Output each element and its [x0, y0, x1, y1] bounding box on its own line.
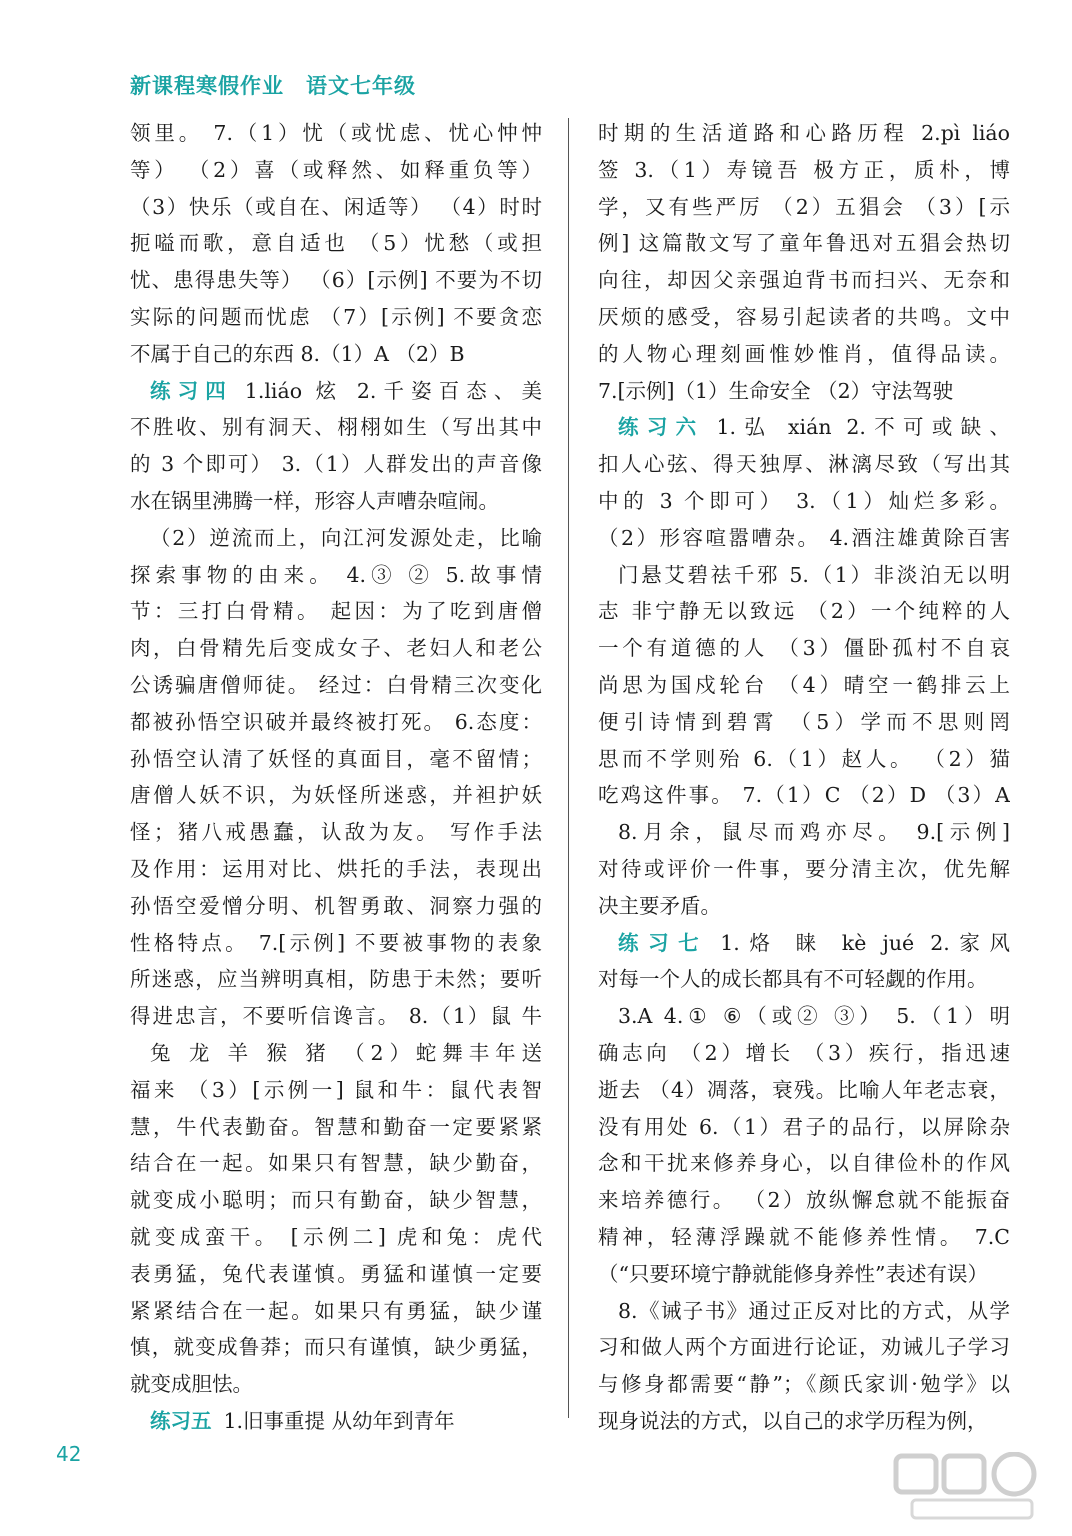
text-line: 中的 3 个即可） 3.（1）灿烂多彩。	[598, 488, 1010, 513]
text-line: 7.[示例]（1）生命安全 （2）守法驾驶	[598, 378, 954, 403]
text-line: 时期的生活道路和心路历程 2.pì liáo	[598, 121, 1010, 145]
answer-text: 1.弘 xián 2.不可或缺、	[716, 415, 1010, 440]
text-line: 忧、患得患失等） （6）[示例] 不要为不切	[130, 268, 542, 293]
text-line: 一个有道德的人 （3）僵卧孤村不自哀	[598, 636, 1010, 661]
text-line: 对每一个人的成长都具有不可轻觑的作用。	[598, 967, 988, 992]
text-line: 就变成胆怯。	[130, 1372, 253, 1397]
answer-text: 1.liáo 炫 2.千姿百态、美	[244, 378, 542, 403]
text-line: 逝去 （4）凋落，衰残。比喻人年老志衰，	[598, 1077, 1010, 1102]
text-line: 都被孙悟空识破并最终被打死。 6.态度：	[130, 709, 542, 734]
watermark-logo	[892, 1452, 1042, 1522]
text-line: 怪；猪八戒愚蠢，认敌为友。 写作手法	[130, 820, 542, 845]
text-line: 决主要矛盾。	[598, 893, 721, 918]
exercise-heading: 练习六	[618, 415, 705, 440]
answer-text: 1.旧事重提 从幼年到青年	[223, 1408, 455, 1433]
text-line	[130, 373, 542, 410]
text-line: 志 非宁静无以致远 （2）一个纯粹的人	[598, 599, 1010, 624]
text-line: 唐僧人妖不识，为妖怪所迷惑，并袒护妖	[130, 783, 542, 808]
book-series-title: 新课程寒假作业	[130, 74, 284, 98]
text-line: 扼嗌而歌，意自适也 （5）忧愁（或担	[130, 231, 542, 256]
left-column	[130, 115, 542, 1440]
text-line: 兔 龙 羊 猴 猪 （2）蛇舞丰年送	[150, 1040, 542, 1065]
text-line: 探索事物的由来。 4.③ ② 5.故事情	[130, 562, 542, 587]
text-line: 向往，却因父亲强迫背书而扫兴、无奈和	[598, 268, 1010, 293]
text-line: 没有用处 6.（1）君子的品行，以屏除杂	[598, 1114, 1010, 1139]
text-line: 实际的问题而忧虑 （7）[示例] 不要贪恋	[130, 304, 542, 329]
text-line: 现身说法的方式，以自己的求学历程为例，	[598, 1408, 988, 1433]
text-line: 思而不学则殆 6.（1）赵人。 （2）猫	[598, 746, 1010, 771]
text-line: 学，又有些严厉 （2）五猖会 （3）[示	[598, 194, 1010, 219]
text-line: 便引诗情到碧霄 （5）学而不思则罔	[598, 709, 1010, 734]
text-line: （“只要环境宁静就能修身养性”表述有误）	[598, 1261, 988, 1286]
text-line: 结合在一起。如果只有智慧，缺少勤奋，	[130, 1151, 542, 1176]
text-line: （2）形容喧嚣嘈杂。 4.酒注雄黄除百害	[598, 525, 1010, 550]
text-line: 公诱骗唐僧师徒。 经过：白骨精三次变化	[130, 672, 542, 697]
text-line: 领里。 7.（1）忧（或忧虑、忧心忡忡	[130, 121, 542, 145]
text-line: 性格特点。 7.[示例] 不要被事物的表象	[130, 930, 542, 955]
text-line: 扣人心弦、得天独厚、淋漓尽致（写出其	[598, 452, 1010, 477]
text-line	[130, 1403, 542, 1440]
column-divider	[568, 118, 569, 1418]
text-line: 厌烦的感受，容易引起读者的共鸣。文中	[598, 304, 1010, 329]
text-line: （3）快乐（或自在、闲适等） （4）时时	[130, 194, 542, 219]
text-line: 例] 这篇散文写了童年鲁迅对五猖会热切	[598, 231, 1010, 256]
text-line: 及作用：运用对比、烘托的手法，表现出	[130, 856, 542, 881]
exercise-heading: 练习五	[150, 1408, 212, 1433]
text-line: 慧，牛代表勤奋。智慧和勤奋一定要紧紧	[130, 1114, 542, 1139]
text-line: 节：三打白骨精。 起因：为了吃到唐僧	[130, 599, 542, 624]
text-line: 习和做人两个方面进行论证，劝诫儿子学习	[598, 1335, 1010, 1360]
text-line: 精神，轻薄浮躁就不能修养性情。 7.C	[598, 1224, 1010, 1249]
text-line: 表勇猛，兔代表谨慎。勇猛和谨慎一定要	[130, 1261, 542, 1286]
text-line: 的人物心理刻画惟妙惟肖，值得品读。	[598, 341, 1010, 366]
text-line: 孙悟空认清了妖怪的真面目，毫不留情；	[130, 746, 542, 771]
text-line: 等） （2）喜（或释然、如释重负等）	[130, 157, 542, 182]
answer-text: 1.烙 睐 kè jué 2.家风	[720, 930, 1010, 955]
text-line: 的 3 个即可） 3.（1）人群发出的声音像	[130, 452, 542, 477]
text-line: 肉，白骨精先后变成女子、老妇人和老公	[130, 636, 542, 661]
text-line: 8.月余，鼠尽而鸡亦尽。 9.[示例]	[618, 820, 1010, 845]
text-line: 所迷惑，应当辨明真相，防患于未然；要听	[130, 967, 542, 992]
running-header	[130, 70, 416, 100]
text-line: 就变成小聪明；而只有勤奋，缺少智慧，	[130, 1188, 542, 1213]
text-line: 来培养德行。 （2）放纵懈怠就不能振奋	[598, 1188, 1010, 1213]
text-line: 对待或评价一件事，要分清主次，优先解	[598, 856, 1010, 881]
text-line: （2）逆流而上，向江河发源处走，比喻	[150, 525, 542, 550]
text-line: 孙悟空爱憎分明、机智勇敢、洞察力强的	[130, 893, 542, 918]
text-line: 确志向 （2）增长 （3）疾行，指迅速	[598, 1040, 1010, 1065]
text-line: 得进忠言，不要听信谗言。 8.（1）鼠 牛	[130, 1004, 542, 1029]
text-line: 8.《诫子书》通过正反对比的方式，从学	[618, 1298, 1010, 1323]
text-line: 念和干扰来修养身心，以自律俭朴的作风	[598, 1151, 1010, 1176]
right-column	[598, 115, 1010, 1440]
text-line: 3.A 4.① ⑥（或② ③） 5.（1）明	[618, 1004, 1010, 1029]
exercise-heading: 练习四	[150, 378, 233, 403]
text-line: 水在锅里沸腾一样，形容人声嘈杂喧闹。	[130, 488, 499, 513]
text-line: 门悬艾碧祛千邪 5.（1）非淡泊无以明	[618, 562, 1010, 587]
page-number: 42	[56, 1442, 82, 1466]
text-line: 吃鸡这件事。 7.（1）C （2）D （3）A	[598, 783, 1010, 808]
subject-grade: 语文七年级	[306, 74, 416, 98]
text-line: 不胜收、别有洞天、栩栩如生（写出其中	[130, 415, 542, 440]
text-line	[598, 925, 1010, 962]
text-line: 与修身都需要“静”；《颜氏家训·勉学》以	[598, 1372, 1010, 1397]
exercise-heading: 练习七	[618, 930, 709, 955]
text-line: 慎，就变成鲁莽；而只有谨慎，缺少勇猛，	[130, 1335, 542, 1360]
text-line: 福来 （3）[示例一] 鼠和牛：鼠代表智	[130, 1077, 542, 1102]
text-line: 尚思为国戍轮台 （4）晴空一鹤排云上	[598, 672, 1010, 697]
text-line: 签 3.（1）寿镜吾 极方正，质朴，博	[598, 157, 1010, 182]
text-line: 就变成蛮干。 [示例二] 虎和兔：虎代	[130, 1224, 542, 1249]
text-line: 紧紧结合在一起。如果只有勇猛，缺少谨	[130, 1298, 542, 1323]
text-line: 不属于自己的东西 8.（1）A （2）B	[130, 341, 465, 366]
text-line	[598, 409, 1010, 446]
